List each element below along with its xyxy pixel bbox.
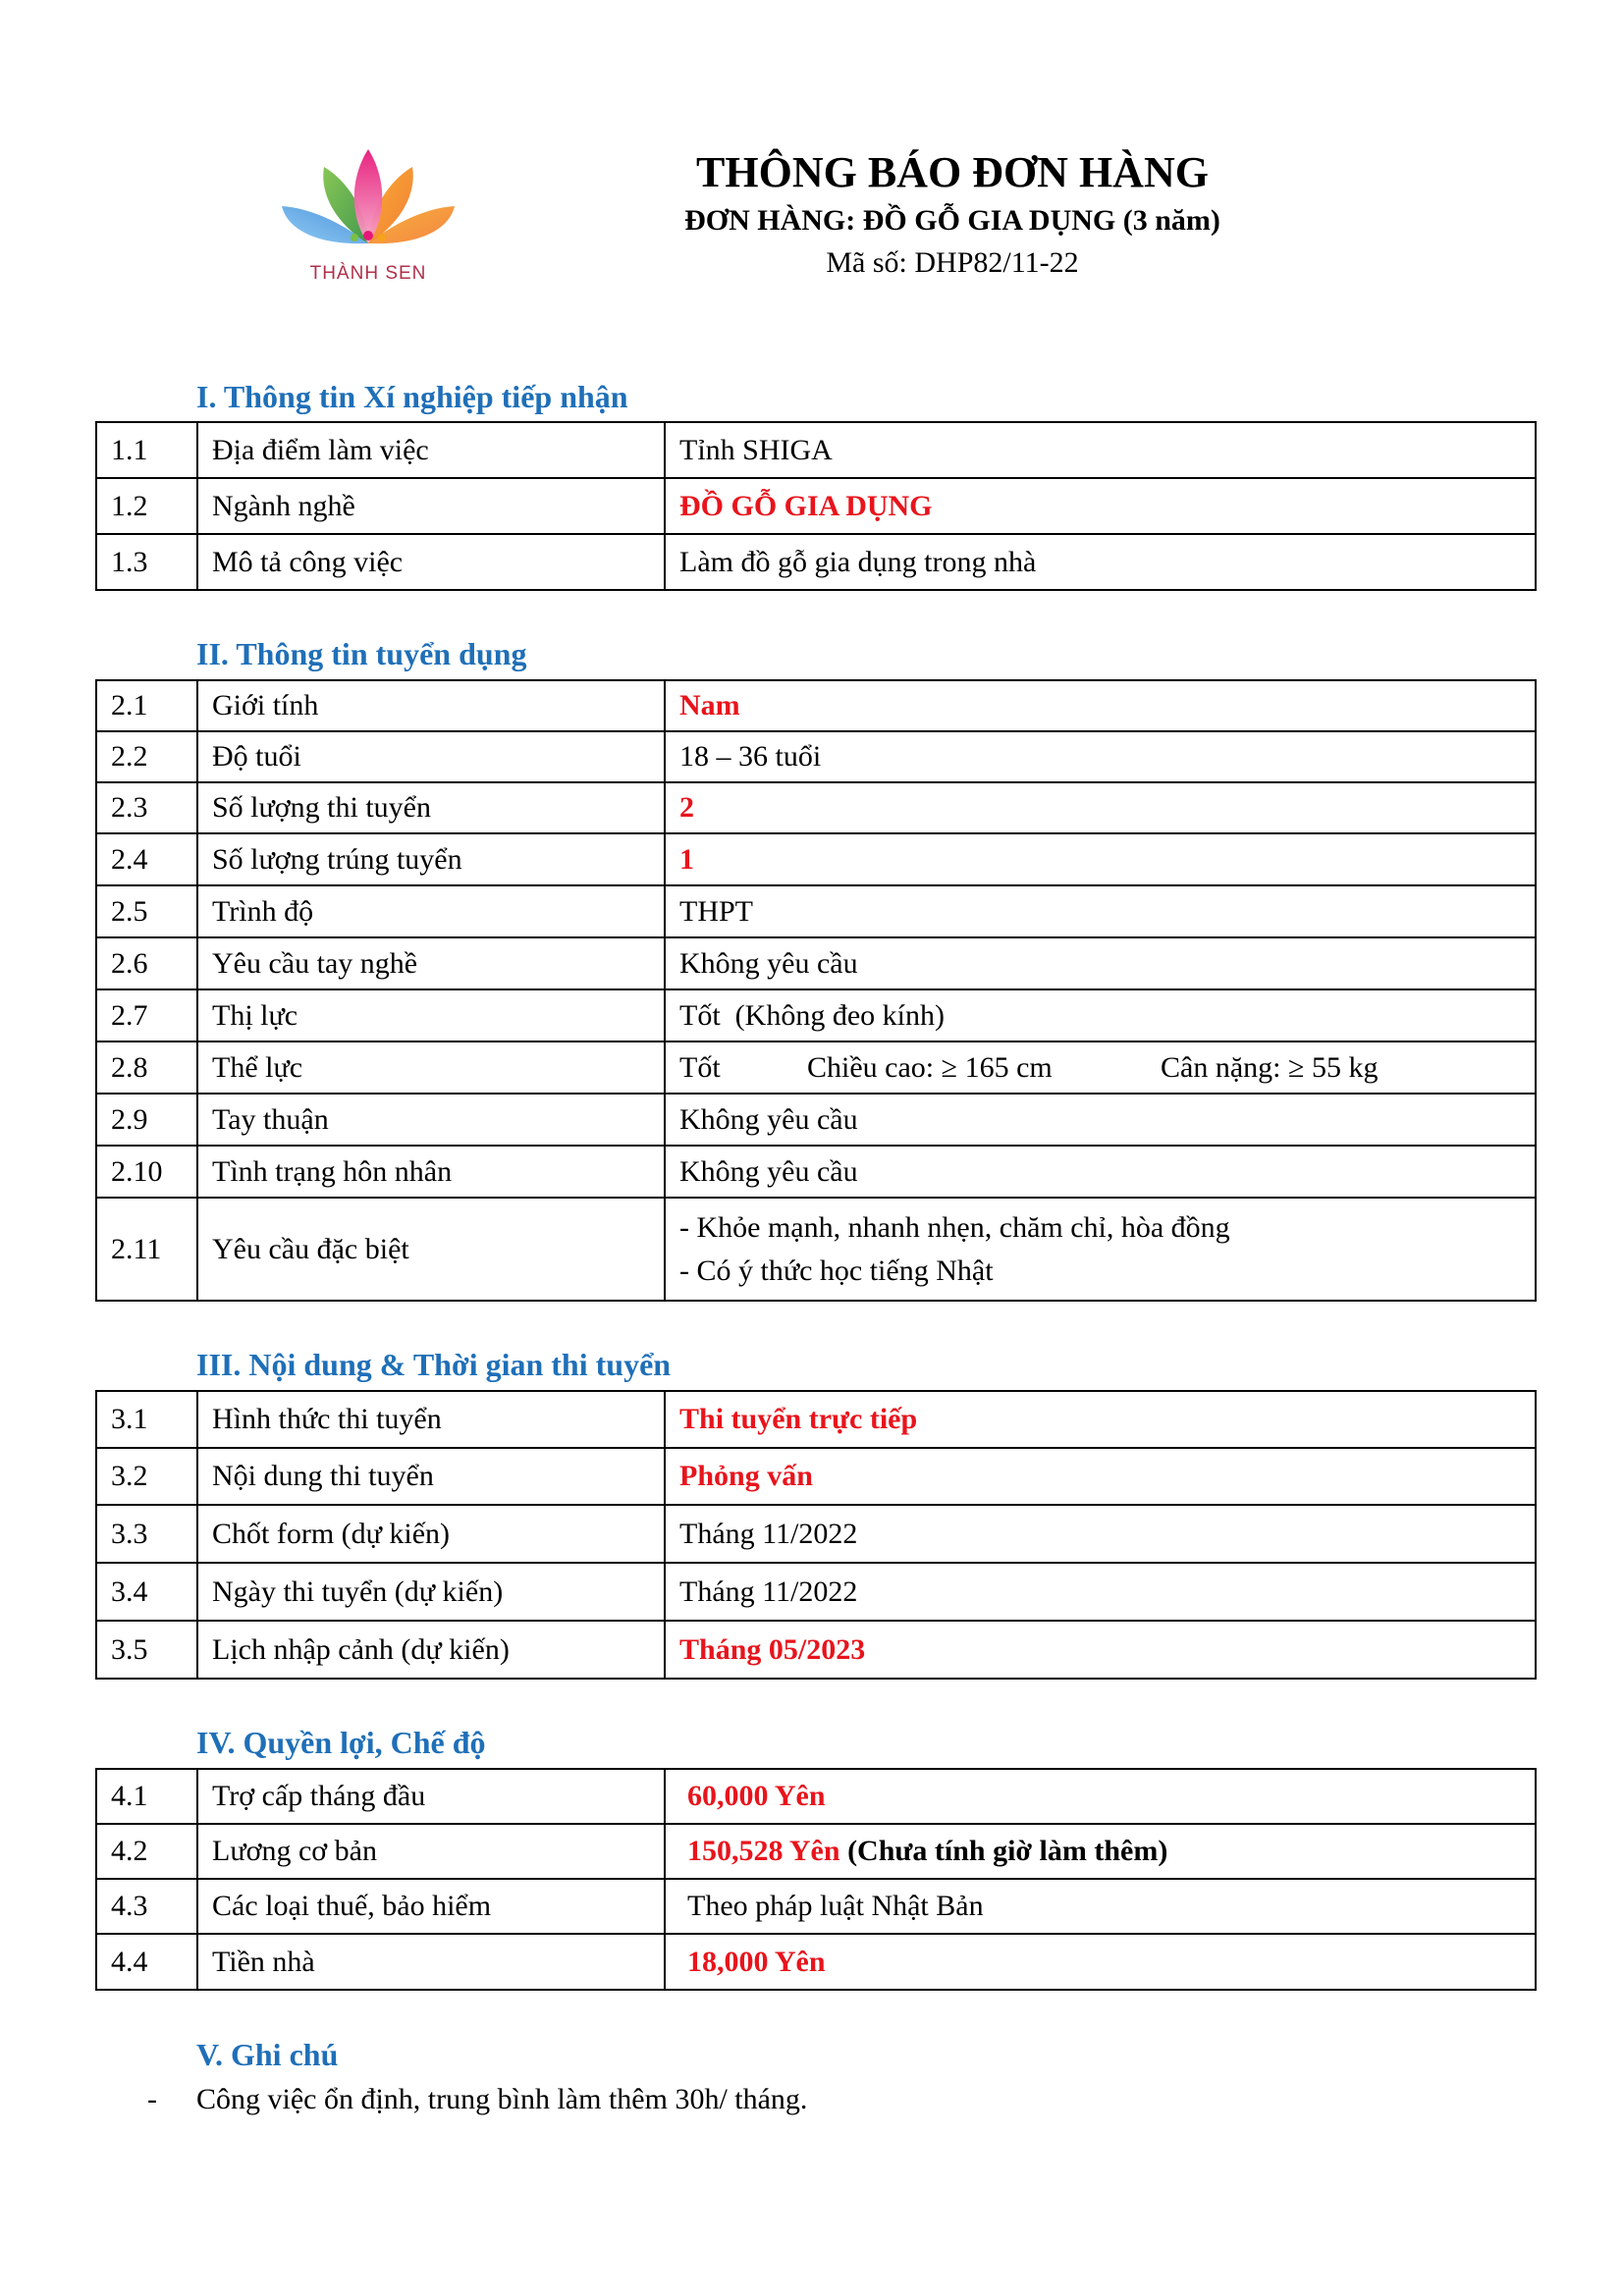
row-value-salary [665,1824,1536,1879]
row-number: 2.2 [96,731,197,782]
row-number: 2.8 [96,1041,197,1094]
table-row [96,1824,1536,1879]
row-number: 1.1 [96,422,197,478]
row-label: Ngày thi tuyển (dự kiến) [197,1563,665,1621]
row-label: Tay thuận [197,1094,665,1146]
table-row [96,1563,1536,1621]
row-number: 2.10 [96,1146,197,1198]
table-row [96,534,1536,590]
row-value: Không yêu cầu [665,1094,1536,1146]
special-requirement-line: - Khỏe mạnh, nhanh nhẹn, chăm chỉ, hòa đồng [679,1210,1230,1244]
order-code: Mã số: DHP82/11-22 [826,246,1079,279]
section-heading-benefits: IV. Quyền lợi, Chế độ [196,1725,486,1760]
row-value: ĐỒ GỖ GIA DỤNG [665,478,1536,534]
salary-note: (Chưa tính giờ làm thêm) [847,1835,1168,1867]
row-number: 2.7 [96,989,197,1041]
row-value-special [665,1198,1536,1301]
row-label: Độ tuổi [197,731,665,782]
row-value: 2 [665,782,1536,833]
row-number: 2.3 [96,782,197,833]
table-row [96,422,1536,478]
row-label: Thể lực [197,1041,665,1094]
row-value: 18,000 Yên [665,1934,1536,1990]
row-value: Tỉnh SHIGA [665,422,1536,478]
row-number: 2.1 [96,680,197,731]
row-label: Tình trạng hôn nhân [197,1146,665,1198]
section-heading-notes: V. Ghi chú [196,2037,339,2072]
row-label: Trình độ [197,885,665,937]
row-label: Chốt form (dự kiến) [197,1505,665,1563]
row-number: 2.4 [96,833,197,885]
benefits-table [95,1768,1537,1991]
row-value: Phỏng vấn [665,1448,1536,1505]
table-row [96,1094,1536,1146]
row-label: Số lượng thi tuyển [197,782,665,833]
table-row [96,937,1536,989]
table-row [96,731,1536,782]
document-title: THÔNG BÁO ĐƠN HÀNG [696,148,1209,196]
row-label: Lịch nhập cảnh (dự kiến) [197,1621,665,1679]
logo-text: THÀNH SEN [309,263,427,284]
row-label: Yêu cầu tay nghề [197,937,665,989]
section-heading-exam-info: III. Nội dung & Thời gian thi tuyển [196,1347,672,1382]
document-header [550,145,1355,285]
row-label: Lương cơ bản [197,1824,665,1879]
table-row [96,1146,1536,1198]
row-label: Giới tính [197,680,665,731]
table-row [96,782,1536,833]
row-label: Địa điểm làm việc [197,422,665,478]
row-number: 2.11 [96,1198,197,1301]
row-number: 4.3 [96,1879,197,1934]
row-number: 3.5 [96,1621,197,1679]
row-value: 1 [665,833,1536,885]
section-heading-recruitment-info: II. Thông tin tuyển dụng [196,636,527,671]
row-value: Nam [665,680,1536,731]
physical-status: Tốt [679,1050,721,1084]
row-label: Ngành nghề [197,478,665,534]
salary-amount: 150,528 Yên [687,1835,840,1867]
row-value: Không yêu cầu [665,937,1536,989]
note-text: Công việc ổn định, trung bình làm thêm 30h/ tháng. [196,2083,808,2115]
row-label: Các loại thuế, bảo hiểm [197,1879,665,1934]
table-row [96,833,1536,885]
row-number: 3.3 [96,1505,197,1563]
row-number: 2.9 [96,1094,197,1146]
row-number: 4.2 [96,1824,197,1879]
row-number: 1.3 [96,534,197,590]
row-label: Thị lực [197,989,665,1041]
table-row [96,680,1536,731]
note-bullet: - [147,2083,157,2115]
table-row [96,1934,1536,1990]
row-number: 4.4 [96,1934,197,1990]
company-logo [280,147,457,294]
row-label: Mô tả công việc [197,534,665,590]
row-value: Tháng 11/2022 [665,1505,1536,1563]
special-requirement-line: - Có ý thức học tiếng Nhật [679,1254,994,1287]
table-row [96,478,1536,534]
row-value: 60,000 Yên [665,1769,1536,1824]
row-value: Tháng 05/2023 [665,1621,1536,1679]
weight-requirement: Cân nặng: ≥ 55 kg [1161,1050,1379,1084]
row-value: 18 – 36 tuổi [665,731,1536,782]
row-number: 1.2 [96,478,197,534]
row-number: 2.6 [96,937,197,989]
table-row [96,989,1536,1041]
row-number: 3.1 [96,1391,197,1448]
table-row [96,1621,1536,1679]
row-value: Theo pháp luật Nhật Bản [665,1879,1536,1934]
document-subtitle: ĐƠN HÀNG: ĐỒ GỖ GIA DỤNG (3 năm) [684,204,1220,237]
company-info-table [95,421,1537,591]
table-row [96,1448,1536,1505]
row-value: Tốt (Không đeo kính) [665,989,1536,1041]
note-item [147,2083,807,2116]
row-number: 4.1 [96,1769,197,1824]
row-value-physical [665,1041,1536,1094]
row-label: Nội dung thi tuyển [197,1448,665,1505]
exam-info-table [95,1390,1537,1680]
row-value: Thi tuyển trực tiếp [665,1391,1536,1448]
table-row [96,1769,1536,1824]
table-row [96,1198,1536,1301]
row-number: 2.5 [96,885,197,937]
table-row [96,1041,1536,1094]
row-label: Yêu cầu đặc biệt [197,1198,665,1301]
table-row [96,885,1536,937]
table-row [96,1879,1536,1934]
row-value: Tháng 11/2022 [665,1563,1536,1621]
lotus-icon [280,147,457,265]
row-value: THPT [665,885,1536,937]
row-label: Trợ cấp tháng đầu [197,1769,665,1824]
recruitment-info-table [95,679,1537,1302]
row-value: Làm đồ gỗ gia dụng trong nhà [665,534,1536,590]
height-requirement: Chiều cao: ≥ 165 cm [807,1050,1053,1084]
row-number: 3.4 [96,1563,197,1621]
row-label: Số lượng trúng tuyển [197,833,665,885]
row-value: Không yêu cầu [665,1146,1536,1198]
table-row [96,1391,1536,1448]
table-row [96,1505,1536,1563]
section-heading-company-info: I. Thông tin Xí nghiệp tiếp nhận [196,379,628,414]
row-number: 3.2 [96,1448,197,1505]
row-label: Tiền nhà [197,1934,665,1990]
row-label: Hình thức thi tuyển [197,1391,665,1448]
